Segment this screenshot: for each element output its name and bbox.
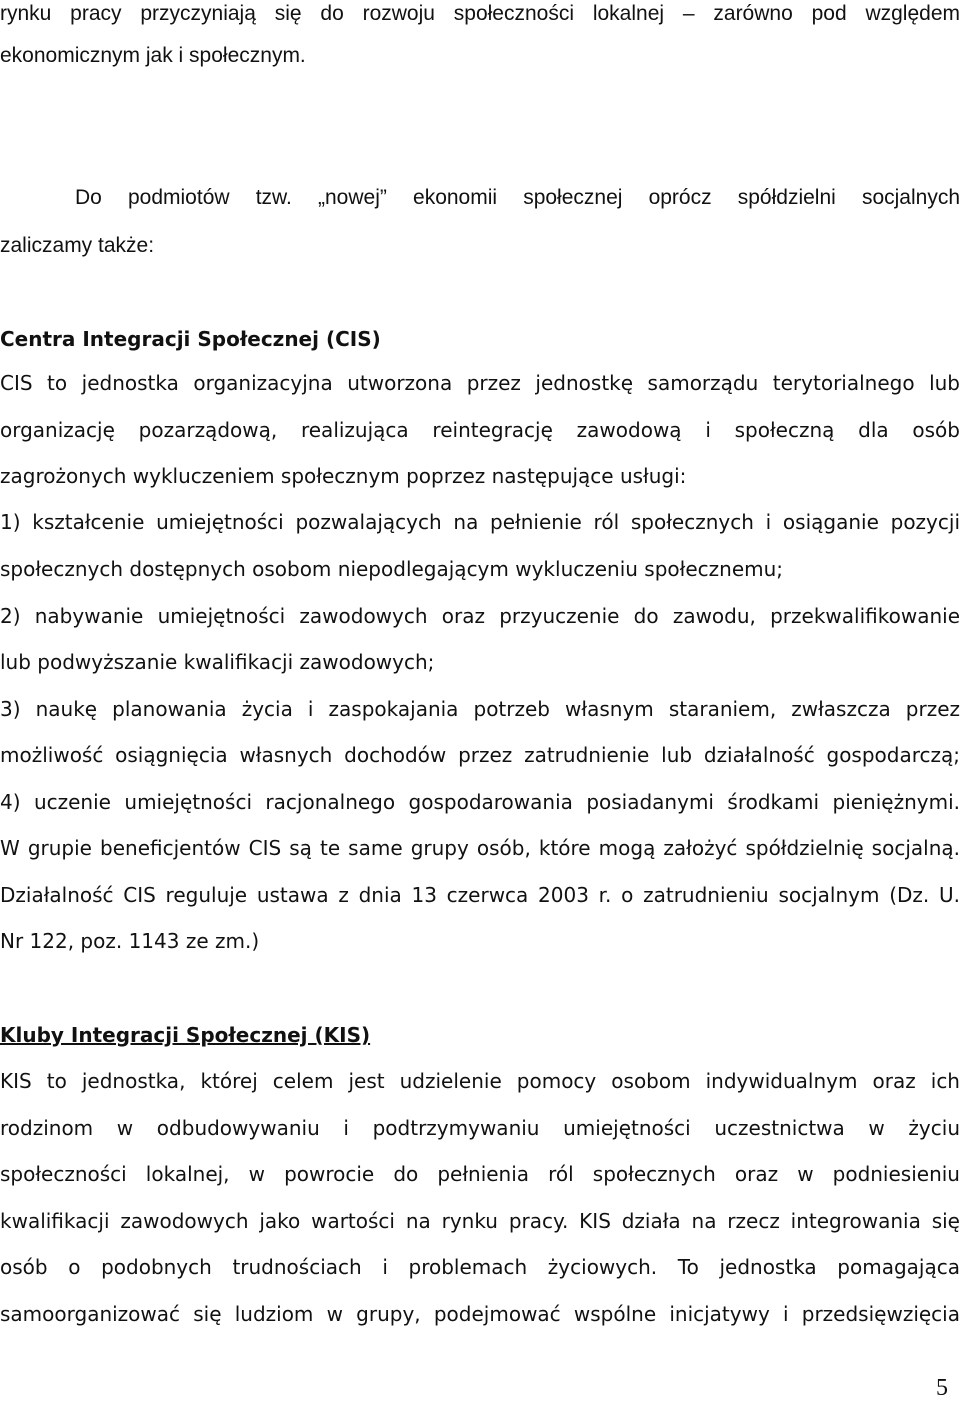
kis-line-1: KIS to jednostka, której celem jest udzielenie pomocy osobom indywidualnym oraz ich — [0, 1069, 960, 1093]
podmioty-line-1: Do podmiotów tzw. „nowej” ekonomii społecznej oprócz spółdzielni socjalnych — [75, 186, 960, 209]
cis-line-1: CIS to jednostka organizacyjna utworzona przez jednostkę samorządu terytorialnego lub — [0, 371, 960, 395]
cis-line-9: możliwość osiągnięcia własnych dochodów przez zatrudnienie lub działalność gospodarczą; — [0, 743, 960, 767]
kis-heading: Kluby Integracji Społecznej (KIS) — [0, 1023, 371, 1047]
page-number: 5 — [936, 1375, 948, 1401]
cis-line-3: zagrożonych wykluczeniem społecznym poprzez następujące usługi: — [0, 464, 687, 488]
cis-line-2: organizację pozarządową, realizująca reintegrację zawodową i społeczną dla osób — [0, 418, 960, 442]
cis-line-6: 2) nabywanie umiejętności zawodowych oraz przyuczenie do zawodu, przekwalifikowanie — [0, 604, 960, 628]
cis-heading: Centra Integracji Społecznej (CIS) — [0, 327, 381, 351]
cis-line-13: Nr 122, poz. 1143 ze zm.) — [0, 929, 260, 953]
cis-line-10: 4) uczenie umiejętności racjonalnego gospodarowania posiadanymi środkami pieniężnymi. — [0, 790, 960, 814]
cis-line-5: społecznych dostępnych osobom niepodlegającym wykluczeniu społecznemu; — [0, 557, 784, 581]
kis-line-4: kwalifikacji zawodowych jako wartości na rynku pracy. KIS działa na rzecz integrowania się — [0, 1209, 960, 1233]
cis-line-8: 3) naukę planowania życia i zaspokajania potrzeb własnym staraniem, zwłaszcza przez — [0, 697, 960, 721]
cis-line-11: W grupie beneficjentów CIS są te same grupy osób, które mogą założyć spółdzielnię socjalną. — [0, 836, 960, 860]
cis-line-12: Działalność CIS reguluje ustawa z dnia 13 czerwca 2003 r. o zatrudnieniu socjalnym (Dz. U. — [0, 883, 960, 907]
kis-line-5: osób o podobnych trudnościach i problemach życiowych. To jednostka pomagająca — [0, 1255, 960, 1279]
cis-line-7: lub podwyższanie kwalifikacji zawodowych; — [0, 650, 435, 674]
kis-line-3: społeczności lokalnej, w powrocie do pełnienia ról społecznych oraz w podniesieniu — [0, 1162, 960, 1186]
kis-line-2: rodzinom w odbudowywaniu i podtrzymywaniu umiejętności uczestnictwa w życiu — [0, 1116, 960, 1140]
podmioty-line-2: zaliczamy także: — [0, 234, 155, 257]
intro-line-2: ekonomicznym jak i społecznym. — [0, 44, 306, 67]
cis-line-4: 1) kształcenie umiejętności pozwalających na pełnienie ról społecznych i osiąganie pozycji — [0, 510, 960, 534]
kis-line-6: samoorganizować się ludziom w grupy, podejmować wspólne inicjatywy i przedsięwzięcia — [0, 1302, 960, 1326]
intro-line-1: rynku pracy przyczyniają się do rozwoju społeczności lokalnej – zarówno pod względem — [0, 2, 960, 25]
